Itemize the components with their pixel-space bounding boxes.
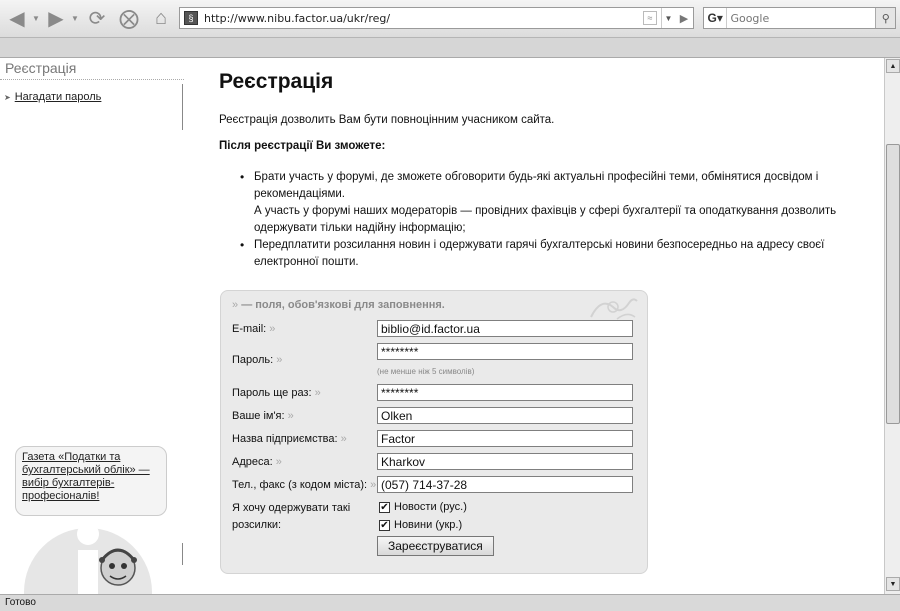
subscription-news-ru-label: Новости (рус.) — [394, 501, 467, 513]
name-field[interactable] — [377, 407, 633, 424]
status-text: Готово — [5, 597, 36, 608]
back-icon[interactable]: ◀ — [9, 7, 25, 30]
subscriptions-label-line1: Я хочу одержувати такі — [232, 502, 351, 514]
sidebar-vertical-rule — [182, 84, 183, 130]
subscription-news-ru[interactable] — [379, 501, 467, 513]
required-marker: » — [232, 299, 239, 311]
password-hint: (не менше ніж 5 символів) — [377, 367, 475, 376]
registration-form — [220, 290, 648, 574]
benefits-heading: Після реєстрації Ви зможете: — [219, 140, 386, 152]
sidebar-title: Реєстрація — [5, 60, 77, 76]
url-text[interactable]: http://www.nibu.factor.ua/ukr/reg/ — [204, 11, 391, 25]
checkbox-checked-icon[interactable]: ✔ — [380, 501, 389, 513]
promo-newspaper-link[interactable]: Газета «Податки та бухгалтерський облік» — вибір бухгалтерів-професіоналів! — [22, 451, 150, 502]
search-input[interactable] — [727, 9, 875, 27]
remind-password-link[interactable]: Нагадати пароль — [14, 91, 102, 103]
benefit-newsletter-text: • Передплатити розсилання новин і одержувати гарячі бухгалтерські новини безпосередньо на адресу своєї електронної пошти. — [254, 239, 825, 268]
swirl-ornament-icon — [587, 293, 639, 323]
name-label-text: Ваше ім'я: — [232, 410, 285, 422]
password-field[interactable] — [377, 343, 633, 360]
sidebar-divider — [0, 79, 184, 80]
list-item — [240, 169, 840, 237]
url-dropdown-chevron-icon[interactable]: ▼ — [661, 8, 675, 28]
checkbox-checked-icon[interactable]: ✔ — [380, 519, 389, 531]
sidebar-item-remind-password — [4, 91, 101, 103]
browser-toolbar — [0, 0, 900, 38]
reload-icon[interactable]: ⟳ — [88, 7, 106, 30]
required-marker: » — [340, 433, 347, 445]
subscription-news-ua-label: Новини (укр.) — [394, 519, 463, 531]
list-item — [240, 237, 840, 271]
required-marker: » — [276, 354, 283, 366]
sidebar — [0, 58, 184, 594]
vertical-scrollbar[interactable] — [884, 58, 900, 594]
email-field[interactable] — [377, 320, 633, 337]
required-fields-text: — поля, обов'язкові для заповнення. — [241, 299, 445, 311]
benefits-list — [240, 169, 840, 271]
email-label-text: E-mail: — [232, 323, 267, 335]
address-bar[interactable] — [179, 7, 694, 29]
stop-icon[interactable]: ⨂ — [119, 7, 139, 30]
email-label — [232, 323, 275, 335]
scroll-up-icon[interactable]: ▲ — [886, 59, 900, 73]
password-label — [232, 354, 282, 366]
google-engine-icon[interactable]: G▾ — [704, 8, 727, 28]
phone-label-text: Тел., факс (з кодом міста): — [232, 479, 368, 491]
required-marker: » — [287, 410, 294, 422]
search-magnifier-icon[interactable]: ⚲ — [875, 8, 895, 28]
required-marker: » — [275, 456, 282, 468]
rss-feed-icon[interactable]: ≈ — [643, 11, 657, 25]
forward-icon[interactable]: ▶ — [48, 7, 64, 30]
intro-text: Реєстрація дозволить Вам бути повноцінним учасником сайта. — [219, 114, 555, 126]
password-repeat-label — [232, 387, 321, 399]
sidebar-vertical-rule-lower — [182, 543, 183, 565]
address-label-text: Адреса: — [232, 456, 273, 468]
register-button[interactable]: Зареєструватися — [377, 536, 494, 556]
back-history-chevron-icon[interactable]: ▼ — [32, 13, 40, 23]
company-label — [232, 433, 347, 445]
company-label-text: Назва підприємства: — [232, 433, 338, 445]
info-mascot-icon — [22, 510, 158, 594]
subscriptions-label-line2: розсилки: — [232, 519, 282, 531]
status-bar — [0, 594, 900, 611]
password-label-text: Пароль: — [232, 354, 274, 366]
benefit-forum-text: • Брати участь у форумі, де зможете обговорити будь-які актуальні професійні теми, обмінятися досвідом і рекомендаціями. — [254, 171, 819, 200]
bookmarks-bar — [0, 38, 900, 58]
required-marker: » — [370, 479, 377, 491]
promo-bubble — [15, 446, 167, 516]
arrow-bullet-icon: ➤ — [4, 92, 11, 102]
page-title: Реєстрація — [219, 70, 334, 93]
forward-history-chevron-icon[interactable]: ▼ — [71, 13, 79, 23]
phone-field[interactable] — [377, 476, 633, 493]
benefit-moderators-text: А участь у форумі наших модераторів — провідних фахівців у сфері бухгалтерії та оподаткування дозволить одержувати тільки надійну інформацію; — [254, 205, 837, 234]
search-box — [703, 7, 896, 29]
password-repeat-label-text: Пароль ще раз: — [232, 387, 312, 399]
name-label — [232, 410, 294, 422]
subscription-news-ua[interactable] — [379, 519, 462, 531]
company-field[interactable] — [377, 430, 633, 447]
scroll-thumb[interactable] — [886, 144, 900, 424]
phone-label — [232, 479, 376, 491]
go-arrow-icon[interactable]: ▶ — [679, 12, 689, 25]
required-fields-note — [232, 299, 445, 311]
home-icon[interactable]: ⌂ — [154, 6, 168, 29]
required-marker: » — [269, 323, 276, 335]
address-label — [232, 456, 282, 468]
address-field[interactable] — [377, 453, 633, 470]
site-favicon-icon: § — [184, 11, 198, 25]
scroll-down-icon[interactable]: ▼ — [886, 577, 900, 591]
required-marker: » — [314, 387, 321, 399]
main-content — [184, 58, 884, 594]
password-repeat-field[interactable] — [377, 384, 633, 401]
